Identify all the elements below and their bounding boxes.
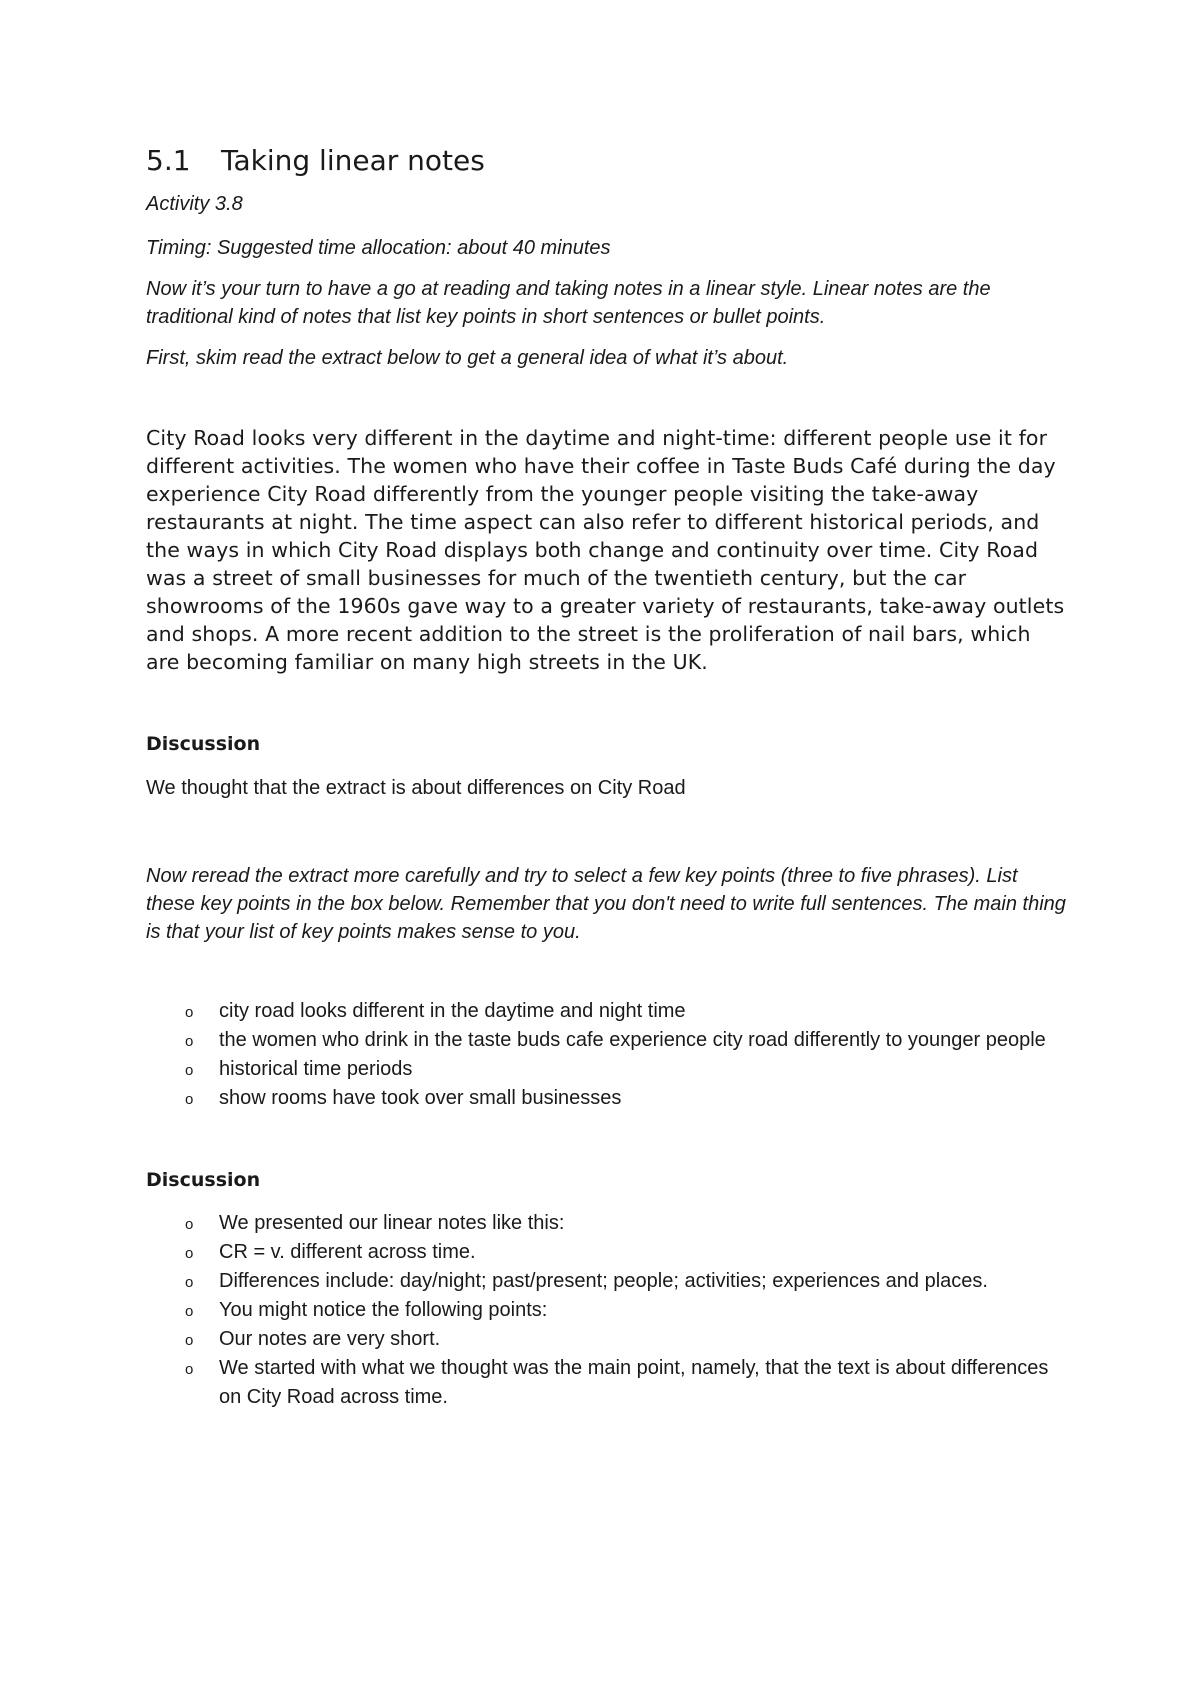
list-item-text: You might notice the following points: [219, 1299, 548, 1321]
list-item [146, 997, 1066, 1026]
timing-text: Timing: Suggested time allocation: about 40 minutes [146, 237, 611, 259]
bullet-marker: o [185, 1091, 194, 1108]
bullet-marker: o [185, 1361, 194, 1378]
list-item-text: the women who drink in the taste buds cafe experience city road differently to younger people [219, 1029, 1046, 1051]
bullet-marker: o [185, 1332, 194, 1349]
list-item-text: Differences include: day/night; past/present; people; activities; experiences and places. [219, 1270, 988, 1292]
discussion-text: We thought that the extract is about differences on City Road [146, 777, 686, 799]
section-title: Taking linear notes [221, 144, 485, 177]
list-item [146, 1267, 1066, 1296]
list-item-text: We started with what we thought was the main point, namely, that the text is about differences on City Road across time. [219, 1357, 1049, 1408]
discussion-heading: Discussion [146, 1169, 261, 1191]
discussion-heading: Discussion [146, 733, 261, 755]
list-item [146, 1026, 1066, 1055]
bullet-marker: o [185, 1245, 194, 1262]
bullet-marker: o [185, 1033, 194, 1050]
bullet-marker: o [185, 1303, 194, 1320]
skim-instruction: First, skim read the extract below to get a general idea of what it’s about. [146, 347, 789, 369]
list-item-text: historical time periods [219, 1058, 413, 1080]
list-item-text: We presented our linear notes like this: [219, 1212, 565, 1234]
document-page [146, 138, 1066, 1412]
list-item [146, 1296, 1066, 1325]
intro-paragraph: Now it’s your turn to have a go at reading and taking notes in a linear style. Linear notes are the traditional kind of notes that list key points in short sentences or bullet points. [146, 278, 991, 328]
section-number: 5.1 [146, 144, 191, 177]
list-item-text: city road looks different in the daytime and night time [219, 1000, 686, 1022]
list-item [146, 1209, 1066, 1238]
bullet-marker: o [185, 1004, 194, 1021]
bullet-marker: o [185, 1216, 194, 1233]
list-item [146, 1084, 1066, 1113]
list-item [146, 1055, 1066, 1084]
bullet-marker: o [185, 1274, 194, 1291]
bullet-marker: o [185, 1062, 194, 1079]
list-item [146, 1354, 1066, 1412]
extract-paragraph: City Road looks very different in the daytime and night-time: different people use it for different activities. The women who have their coffee in Taste Buds Café during the day experience City Road differently from the younger people visiting the take-away restaurants at night. The time aspect can also refer to different historical periods, and the ways in which City Road displays both change and continuity over time. City Road was a street of small businesses for much of the twentieth century, but the car showrooms of the 1960s gave way to a greater variety of restaurants, take-away outlets and shops. A more recent addition to the street is the proliferation of nail bars, which are becoming familiar on many high streets in the UK. [146, 426, 1065, 674]
reread-instruction: Now reread the extract more carefully and try to select a few key points (three to five phrases). List these key points in the box below. Remember that you don't need to write full sentences. The main thing is that your list of key points makes sense to you. [146, 865, 1066, 943]
discussion-points-list [146, 1209, 1066, 1412]
list-item-text: CR = v. different across time. [219, 1241, 476, 1263]
list-item-text: Our notes are very short. [219, 1328, 441, 1350]
section-heading [146, 138, 1066, 184]
list-item [146, 1238, 1066, 1267]
list-item-text: show rooms have took over small businesses [219, 1087, 622, 1109]
key-points-list [146, 997, 1066, 1113]
list-item [146, 1325, 1066, 1354]
activity-label: Activity 3.8 [146, 193, 243, 215]
